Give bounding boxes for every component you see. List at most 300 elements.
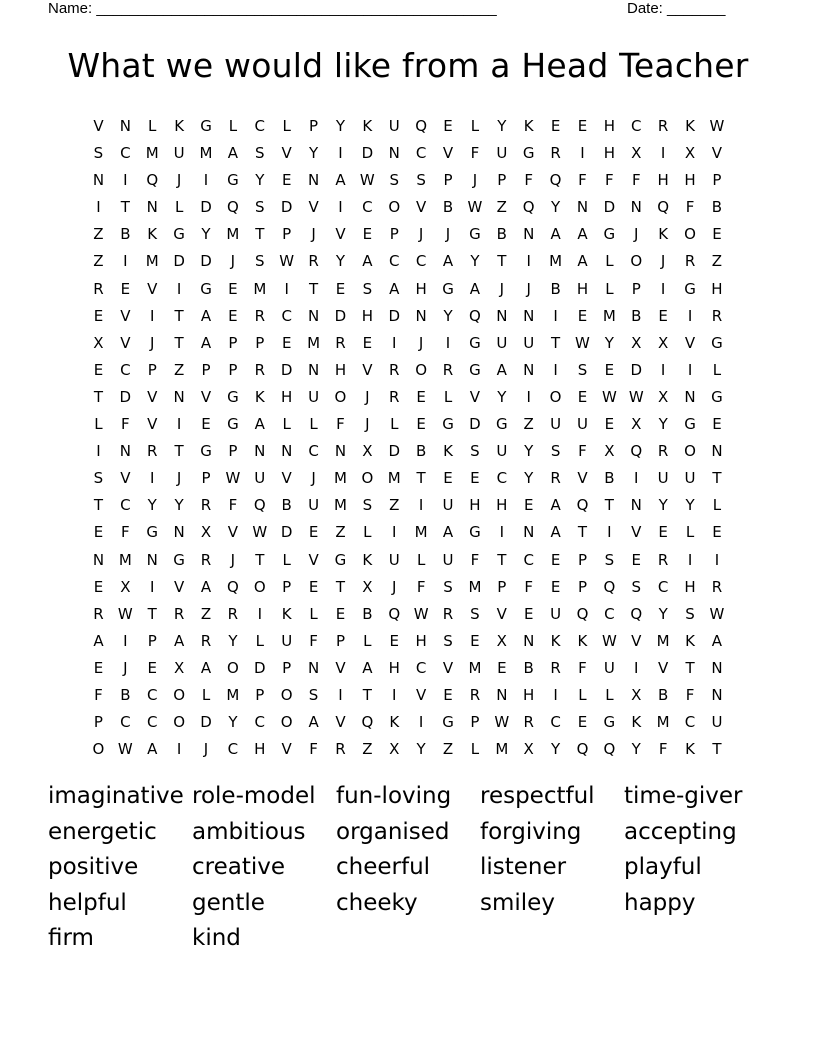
grid-cell[interactable]: D [200, 198, 212, 217]
grid-cell[interactable]: Y [174, 496, 184, 515]
grid-cell[interactable]: A [335, 171, 346, 190]
grid-cell[interactable]: I [96, 442, 101, 461]
grid-cell[interactable]: V [308, 198, 319, 217]
grid-cell[interactable]: Y [685, 496, 695, 515]
grid-cell[interactable]: O [361, 469, 374, 488]
grid-cell[interactable]: O [280, 713, 293, 732]
grid-cell[interactable]: V [577, 469, 588, 488]
grid-cell[interactable]: G [684, 415, 696, 434]
grid-cell[interactable]: I [392, 685, 397, 704]
grid-cell[interactable]: F [416, 577, 426, 596]
grid-cell[interactable]: W [467, 198, 483, 217]
grid-cell[interactable]: Q [576, 604, 589, 623]
grid-cell[interactable]: R [200, 631, 212, 650]
grid-cell[interactable]: G [334, 550, 347, 569]
grid-cell[interactable]: N [523, 306, 535, 325]
grid-cell[interactable]: S [93, 469, 104, 488]
grid-cell[interactable]: B [631, 306, 642, 325]
grid-cell[interactable]: X [389, 740, 400, 759]
grid-cell[interactable]: U [388, 117, 400, 135]
grid-cell[interactable]: U [496, 442, 508, 461]
grid-cell[interactable]: N [92, 550, 105, 569]
grid-cell[interactable]: T [120, 198, 130, 217]
grid-cell[interactable]: F [658, 740, 668, 759]
grid-cell[interactable]: G [469, 523, 481, 542]
grid-cell[interactable]: O [92, 740, 105, 759]
grid-cell[interactable]: X [496, 631, 507, 650]
grid-cell[interactable]: A [496, 360, 507, 379]
grid-cell[interactable]: T [255, 225, 265, 244]
grid-cell[interactable]: Y [335, 252, 346, 271]
grid-cell[interactable]: E [228, 279, 238, 298]
grid-cell[interactable]: O [226, 658, 239, 677]
grid-cell[interactable]: Z [496, 198, 507, 217]
grid-cell[interactable]: F [685, 198, 695, 217]
grid-cell[interactable]: V [335, 713, 346, 732]
grid-cell[interactable]: W [359, 171, 375, 190]
grid-cell[interactable]: J [230, 550, 236, 569]
grid-cell[interactable]: C [496, 469, 508, 488]
grid-cell[interactable]: P [631, 279, 641, 298]
grid-cell[interactable]: M [656, 631, 670, 650]
grid-cell[interactable]: E [281, 333, 292, 352]
grid-cell[interactable]: G [227, 415, 239, 434]
grid-cell[interactable]: O [388, 198, 401, 217]
grid-cell[interactable]: Q [388, 604, 401, 623]
grid-cell[interactable]: N [523, 360, 535, 379]
grid-cell[interactable]: E [550, 577, 561, 596]
grid-cell[interactable]: K [147, 225, 158, 244]
grid-cell[interactable]: J [311, 469, 316, 488]
grid-cell[interactable]: O [173, 713, 186, 732]
grid-cell[interactable]: Y [658, 496, 668, 515]
grid-cell[interactable]: P [712, 171, 722, 190]
grid-cell[interactable]: B [604, 469, 615, 488]
grid-cell[interactable]: R [657, 550, 669, 569]
grid-cell[interactable]: U [254, 469, 266, 488]
grid-cell[interactable]: F [228, 496, 238, 515]
grid-cell[interactable]: C [120, 496, 131, 515]
grid-cell[interactable]: P [389, 225, 399, 244]
grid-cell[interactable]: U [684, 469, 696, 488]
grid-cell[interactable]: C [389, 252, 400, 271]
grid-cell[interactable]: G [173, 225, 185, 244]
grid-cell[interactable]: N [307, 306, 320, 325]
grid-cell[interactable]: N [119, 442, 131, 461]
grid-cell[interactable]: W [117, 740, 133, 759]
grid-cell[interactable]: J [365, 387, 370, 406]
grid-cell[interactable]: B [658, 685, 669, 704]
grid-cell[interactable]: C [657, 577, 669, 596]
grid-cell[interactable]: E [577, 306, 588, 325]
grid-cell[interactable]: W [709, 604, 725, 623]
grid-cell[interactable]: I [176, 740, 182, 759]
grid-cell[interactable]: S [308, 685, 319, 704]
grid-cell[interactable]: V [120, 333, 131, 352]
grid-cell[interactable]: S [443, 577, 453, 596]
grid-cell[interactable]: W [494, 713, 510, 732]
grid-cell[interactable]: S [550, 442, 561, 461]
grid-cell[interactable]: W [117, 604, 133, 623]
grid-cell[interactable]: M [307, 333, 321, 352]
grid-cell[interactable]: G [227, 387, 239, 406]
grid-cell[interactable]: I [553, 306, 558, 325]
grid-cell[interactable]: E [443, 469, 453, 488]
grid-cell[interactable]: N [523, 631, 535, 650]
grid-cell[interactable]: Q [415, 117, 428, 135]
grid-cell[interactable]: M [414, 523, 428, 542]
grid-cell[interactable]: M [495, 740, 509, 759]
grid-cell[interactable]: E [604, 360, 615, 379]
grid-cell[interactable]: E [470, 469, 480, 488]
grid-cell[interactable]: L [94, 415, 103, 434]
grid-cell[interactable]: I [257, 604, 262, 623]
grid-cell[interactable]: R [335, 333, 346, 352]
grid-cell[interactable]: L [685, 523, 695, 542]
grid-cell[interactable]: S [604, 550, 615, 569]
grid-cell[interactable]: E [497, 658, 507, 677]
grid-cell[interactable]: R [254, 360, 265, 379]
grid-cell[interactable]: R [711, 577, 723, 596]
grid-cell[interactable]: E [335, 604, 346, 623]
grid-cell[interactable]: H [496, 496, 508, 515]
grid-cell[interactable]: L [470, 740, 480, 759]
grid-cell[interactable]: R [684, 252, 696, 271]
grid-cell[interactable]: O [280, 685, 293, 704]
grid-cell[interactable]: V [281, 144, 292, 163]
grid-cell[interactable]: N [711, 658, 723, 677]
grid-cell[interactable]: Y [416, 740, 426, 759]
grid-cell[interactable]: O [334, 387, 347, 406]
grid-cell[interactable]: F [631, 171, 641, 190]
grid-cell[interactable]: A [711, 631, 723, 650]
grid-cell[interactable]: X [631, 144, 642, 163]
grid-cell[interactable]: A [577, 225, 588, 244]
grid-cell[interactable]: Q [522, 198, 535, 217]
grid-cell[interactable]: P [443, 171, 453, 190]
grid-cell[interactable]: A [442, 523, 454, 542]
grid-cell[interactable]: C [550, 713, 561, 732]
grid-cell[interactable]: Q [576, 496, 589, 515]
grid-cell[interactable]: W [413, 604, 429, 623]
grid-cell[interactable]: I [526, 387, 531, 406]
grid-cell[interactable]: R [550, 469, 561, 488]
grid-cell[interactable]: C [120, 360, 131, 379]
grid-cell[interactable]: Y [443, 306, 453, 325]
grid-cell[interactable]: A [254, 415, 265, 434]
grid-cell[interactable]: N [146, 550, 158, 569]
grid-cell[interactable]: F [94, 685, 103, 704]
grid-cell[interactable]: Q [146, 171, 159, 190]
grid-cell[interactable]: V [200, 387, 212, 406]
grid-cell[interactable]: X [173, 658, 185, 677]
grid-cell[interactable]: P [309, 117, 319, 135]
grid-cell[interactable]: I [418, 713, 424, 732]
grid-cell[interactable]: L [605, 279, 614, 298]
grid-cell[interactable]: N [307, 171, 320, 190]
grid-cell[interactable]: C [120, 713, 131, 732]
grid-cell[interactable]: V [335, 658, 346, 677]
grid-cell[interactable]: W [601, 387, 617, 406]
grid-cell[interactable]: I [553, 685, 558, 704]
grid-cell[interactable]: V [362, 360, 373, 379]
grid-cell[interactable]: C [146, 713, 158, 732]
grid-cell[interactable]: L [390, 415, 399, 434]
grid-cell[interactable]: V [281, 740, 292, 759]
grid-cell[interactable]: I [418, 496, 424, 515]
grid-cell[interactable]: I [553, 360, 558, 379]
grid-cell[interactable]: I [634, 658, 639, 677]
grid-cell[interactable]: J [150, 333, 155, 352]
grid-cell[interactable]: F [470, 144, 480, 163]
grid-cell[interactable]: Y [228, 631, 238, 650]
grid-cell[interactable]: L [443, 387, 453, 406]
grid-cell[interactable]: A [442, 252, 454, 271]
grid-cell[interactable]: L [470, 117, 480, 135]
grid-cell[interactable]: Q [603, 740, 616, 759]
grid-cell[interactable]: A [550, 523, 561, 542]
grid-cell[interactable]: I [445, 333, 451, 352]
grid-cell[interactable]: N [146, 198, 158, 217]
grid-cell[interactable]: A [147, 740, 158, 759]
grid-cell[interactable]: E [93, 360, 104, 379]
grid-cell[interactable]: B [550, 279, 561, 298]
grid-cell[interactable]: J [392, 577, 397, 596]
grid-cell[interactable]: N [119, 117, 131, 135]
grid-cell[interactable]: M [145, 252, 159, 271]
grid-cell[interactable]: E [550, 550, 561, 569]
grid-cell[interactable]: V [147, 279, 158, 298]
grid-cell[interactable]: D [280, 198, 293, 217]
grid-cell[interactable]: Y [524, 442, 534, 461]
grid-cell[interactable]: F [121, 523, 130, 542]
grid-cell[interactable]: L [712, 360, 722, 379]
grid-cell[interactable]: U [173, 144, 185, 163]
grid-cell[interactable]: X [523, 740, 534, 759]
grid-cell[interactable]: S [362, 279, 373, 298]
grid-cell[interactable]: R [550, 144, 561, 163]
grid-cell[interactable]: V [120, 306, 131, 325]
grid-cell[interactable]: M [549, 252, 563, 271]
grid-cell[interactable]: E [308, 577, 319, 596]
grid-cell[interactable]: R [200, 496, 212, 515]
grid-cell[interactable]: U [523, 333, 535, 352]
grid-cell[interactable]: O [630, 252, 643, 271]
grid-cell[interactable]: I [392, 333, 397, 352]
grid-cell[interactable]: I [660, 144, 666, 163]
grid-cell[interactable]: L [578, 685, 587, 704]
grid-cell[interactable]: B [496, 225, 507, 244]
grid-cell[interactable]: N [630, 198, 642, 217]
grid-cell[interactable]: T [497, 550, 507, 569]
grid-cell[interactable]: D [469, 415, 481, 434]
grid-cell[interactable]: M [333, 496, 347, 515]
grid-cell[interactable]: T [335, 577, 346, 596]
grid-cell[interactable]: N [307, 360, 320, 379]
grid-cell[interactable]: Z [442, 740, 454, 759]
grid-cell[interactable]: U [281, 631, 293, 650]
grid-cell[interactable]: C [415, 144, 427, 163]
grid-cell[interactable]: G [469, 333, 481, 352]
grid-cell[interactable]: Q [361, 713, 374, 732]
grid-cell[interactable]: H [684, 171, 696, 190]
grid-cell[interactable]: U [308, 496, 320, 515]
grid-cell[interactable]: R [711, 306, 723, 325]
grid-cell[interactable]: K [631, 713, 642, 732]
grid-cell[interactable]: C [254, 713, 266, 732]
grid-cell[interactable]: N [254, 442, 266, 461]
grid-cell[interactable]: J [176, 469, 182, 488]
grid-cell[interactable]: H [254, 740, 266, 759]
grid-cell[interactable]: G [227, 171, 239, 190]
grid-cell[interactable]: N [307, 658, 320, 677]
grid-cell[interactable]: L [605, 685, 614, 704]
grid-cell[interactable]: P [147, 360, 157, 379]
grid-cell[interactable]: C [523, 550, 534, 569]
grid-cell[interactable]: V [416, 685, 427, 704]
grid-cell[interactable]: X [604, 442, 615, 461]
grid-cell[interactable]: A [308, 713, 319, 732]
grid-cell[interactable]: Z [200, 604, 212, 623]
grid-cell[interactable]: R [550, 658, 561, 677]
grid-cell[interactable]: Z [362, 740, 373, 759]
grid-cell[interactable]: F [578, 442, 587, 461]
grid-cell[interactable]: T [93, 387, 104, 406]
grid-cell[interactable]: W [225, 469, 241, 488]
grid-cell[interactable]: R [389, 360, 400, 379]
grid-cell[interactable]: I [392, 523, 397, 542]
grid-cell[interactable]: D [280, 360, 293, 379]
grid-cell[interactable]: W [575, 333, 590, 352]
grid-cell[interactable]: L [228, 117, 238, 135]
grid-cell[interactable]: H [523, 685, 535, 704]
grid-cell[interactable]: K [281, 604, 292, 623]
grid-cell[interactable]: R [173, 604, 185, 623]
grid-cell[interactable]: H [415, 631, 427, 650]
grid-cell[interactable]: Y [470, 252, 480, 271]
grid-cell[interactable]: E [577, 117, 588, 135]
grid-cell[interactable]: D [119, 387, 132, 406]
grid-cell[interactable]: P [255, 333, 265, 352]
grid-cell[interactable]: V [442, 144, 454, 163]
grid-cell[interactable]: W [252, 523, 268, 542]
grid-cell[interactable]: R [308, 252, 319, 271]
grid-cell[interactable]: Z [173, 360, 185, 379]
grid-cell[interactable]: A [173, 631, 185, 650]
grid-cell[interactable]: X [120, 577, 131, 596]
grid-cell[interactable]: I [687, 306, 693, 325]
grid-cell[interactable]: E [523, 604, 534, 623]
grid-cell[interactable]: P [255, 685, 265, 704]
grid-cell[interactable]: H [576, 279, 589, 298]
grid-cell[interactable]: G [603, 713, 616, 732]
grid-cell[interactable]: J [634, 225, 639, 244]
grid-cell[interactable]: J [472, 171, 478, 190]
grid-cell[interactable]: C [146, 685, 158, 704]
grid-cell[interactable]: J [123, 658, 128, 677]
grid-cell[interactable]: K [685, 740, 695, 759]
grid-cell[interactable]: C [254, 117, 266, 135]
grid-cell[interactable]: Q [603, 577, 616, 596]
grid-cell[interactable]: I [150, 469, 155, 488]
grid-cell[interactable]: N [92, 171, 105, 190]
grid-cell[interactable]: F [524, 577, 534, 596]
grid-cell[interactable]: A [469, 279, 481, 298]
grid-cell[interactable]: R [469, 685, 481, 704]
grid-cell[interactable]: T [685, 658, 695, 677]
grid-cell[interactable]: P [201, 360, 211, 379]
grid-cell[interactable]: T [174, 306, 184, 325]
grid-cell[interactable]: J [203, 740, 209, 759]
grid-cell[interactable]: W [279, 252, 295, 271]
grid-cell[interactable]: O [684, 225, 696, 244]
grid-cell[interactable]: F [605, 171, 614, 190]
grid-cell[interactable]: P [577, 577, 587, 596]
grid-cell[interactable]: G [442, 713, 454, 732]
grid-cell[interactable]: M [656, 713, 670, 732]
grid-cell[interactable]: X [362, 577, 373, 596]
grid-cell[interactable]: H [388, 658, 400, 677]
grid-cell[interactable]: U [711, 713, 723, 732]
grid-cell[interactable]: O [415, 360, 428, 379]
grid-cell[interactable]: C [415, 658, 427, 677]
grid-cell[interactable]: X [631, 685, 642, 704]
grid-cell[interactable]: J [445, 225, 451, 244]
grid-cell[interactable]: I [123, 631, 128, 650]
grid-cell[interactable]: W [709, 117, 725, 135]
grid-cell[interactable]: I [203, 171, 209, 190]
grid-cell[interactable]: A [550, 225, 561, 244]
grid-cell[interactable]: V [416, 198, 427, 217]
grid-cell[interactable]: U [496, 144, 508, 163]
grid-cell[interactable]: M [468, 658, 482, 677]
grid-cell[interactable]: S [685, 604, 695, 623]
grid-cell[interactable]: C [227, 740, 239, 759]
grid-cell[interactable]: E [416, 415, 426, 434]
grid-cell[interactable]: E [228, 306, 238, 325]
grid-cell[interactable]: A [389, 279, 400, 298]
grid-cell[interactable]: A [362, 658, 373, 677]
grid-cell[interactable]: I [660, 279, 666, 298]
grid-cell[interactable]: U [576, 415, 588, 434]
grid-cell[interactable]: P [228, 333, 238, 352]
grid-cell[interactable]: D [200, 713, 212, 732]
grid-cell[interactable]: G [442, 415, 454, 434]
grid-cell[interactable]: X [658, 387, 669, 406]
grid-cell[interactable]: B [711, 198, 723, 217]
grid-cell[interactable]: M [253, 279, 267, 298]
grid-cell[interactable]: T [174, 442, 184, 461]
grid-cell[interactable]: E [147, 658, 157, 677]
grid-cell[interactable]: N [388, 144, 400, 163]
grid-cell[interactable]: G [711, 387, 723, 406]
grid-cell[interactable]: L [148, 117, 157, 135]
grid-cell[interactable]: C [415, 252, 427, 271]
grid-cell[interactable]: I [687, 550, 693, 569]
grid-cell[interactable]: H [657, 171, 669, 190]
grid-cell[interactable]: Y [201, 225, 211, 244]
grid-cell[interactable]: Q [630, 604, 643, 623]
grid-cell[interactable]: Y [524, 469, 534, 488]
grid-cell[interactable]: V [684, 333, 696, 352]
grid-cell[interactable]: H [469, 496, 481, 515]
grid-cell[interactable]: U [308, 387, 320, 406]
grid-cell[interactable]: J [499, 279, 505, 298]
grid-cell[interactable]: E [577, 713, 588, 732]
grid-cell[interactable]: B [415, 442, 427, 461]
grid-cell[interactable]: H [603, 117, 615, 135]
grid-cell[interactable]: J [176, 171, 182, 190]
